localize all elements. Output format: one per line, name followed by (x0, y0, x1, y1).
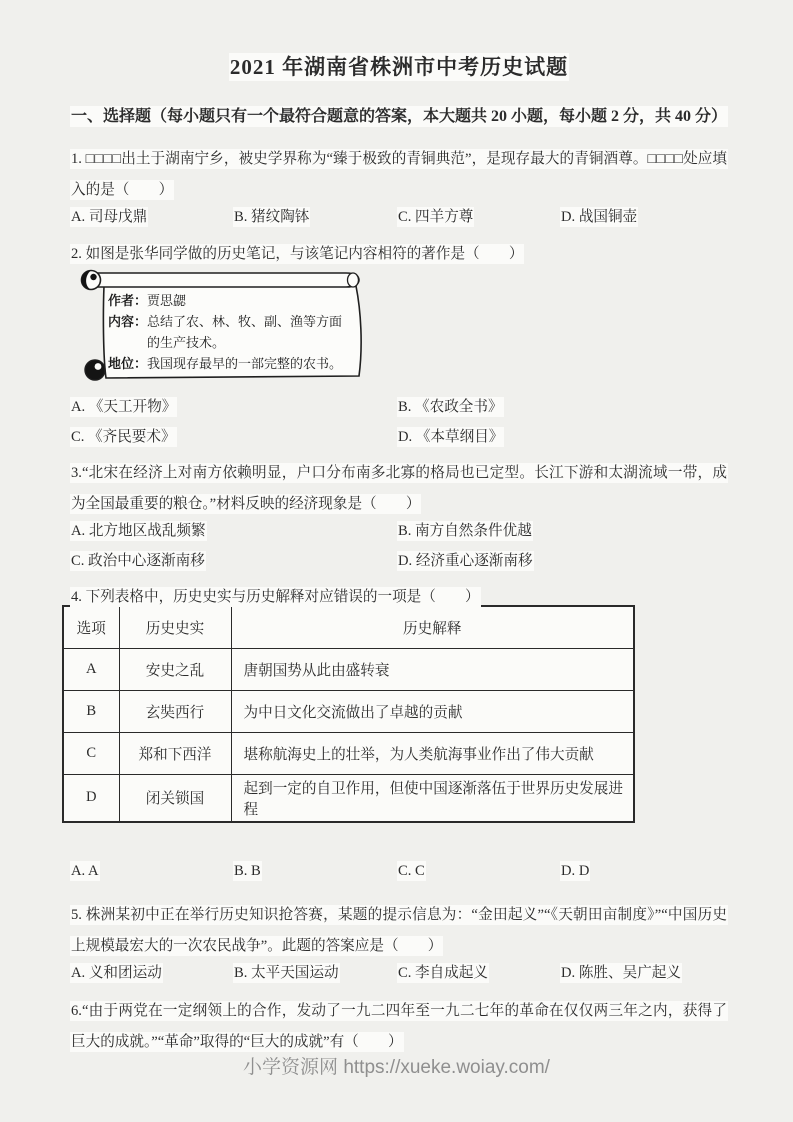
footer-watermark: 小学资源网 https://xueke.woiay.com/ (243, 1057, 550, 1078)
table-row (63, 648, 634, 690)
table-cell: 起到一定的自卫作用，但使中国逐渐落伍于世界历史发展进程 (231, 774, 634, 822)
note-line-author: 作者：贾思勰 (108, 293, 187, 308)
option-item: C. 李自成起义 (398, 964, 488, 981)
option-item: B. 《农政全书》 (398, 399, 503, 415)
question-6 (70, 996, 728, 1058)
option-item: A. 司母戊鼎 (71, 209, 148, 225)
table-header-cell: 历史史实 (119, 606, 231, 648)
option-item: C. 政治中心逐渐南移 (71, 553, 205, 569)
table-cell: 玄奘西行 (119, 690, 231, 732)
question-2-options-row-2 (70, 428, 728, 446)
table-row (63, 690, 634, 732)
page-title (70, 52, 728, 82)
table-header-cell: 历史解释 (231, 606, 634, 648)
table-row (63, 774, 634, 822)
table-header-cell: 选项 (63, 606, 119, 648)
option-item: B. 太平天国运动 (234, 964, 339, 981)
page-title-text: 2021 年湖南省株洲市中考历史试题 (229, 55, 569, 79)
section-heading (70, 106, 728, 128)
note-text-block (108, 290, 358, 374)
table-cell: 闭关锁国 (119, 774, 231, 822)
question-4-text: 4. 下列表格中，历史史实与历史解释对应错误的一项是（ ） (71, 589, 480, 605)
note-line-content: 内容：总结了农、林、牧、副、渔等方面 (108, 314, 343, 329)
table-row (63, 732, 634, 774)
table-cell: A (63, 648, 119, 690)
question-5-options (70, 964, 728, 982)
option-item: D. 《本草纲目》 (398, 429, 504, 445)
table-cell: B (63, 690, 119, 732)
table-cell: 唐朝国势从此由盛转衰 (231, 648, 634, 690)
note-line-status: 地位：我国现存最早的一部完整的农书。 (108, 356, 343, 371)
question-6-text: 6.“由于两党在一定纲领上的合作，发动了一九二四年至一九二七年的革命在仅仅两三年之内，获得了巨大的成就。”“革命”取得的“巨大的成就”有（ ） (71, 1002, 727, 1050)
question-2 (70, 239, 728, 446)
option-item: D. 经济重心逐渐南移 (398, 553, 533, 569)
question-1-text: 1. □□□□出土于湖南宁乡，被史学界称为“臻于极致的青铜典范”，是现存最大的青铜酒尊。□□□□处应填入的是（ ） (71, 151, 727, 198)
question-1 (70, 144, 728, 226)
question-2-note-figure (66, 266, 368, 390)
option-item: C. 《齐民要术》 (71, 429, 176, 445)
table-cell: 安史之乱 (119, 648, 231, 690)
question-3-text: 3.“北宋在经济上对南方依赖明显，户口分布南多北寡的格局也已定型。长江下游和太湖流域一带，成为全国最重要的粮仓。”材料反映的经济现象是（ ） (71, 465, 727, 512)
table-cell: 堪称航海史上的壮举，为人类航海事业作出了伟大贡献 (231, 732, 634, 774)
question-4-table (62, 605, 635, 823)
question-2-text: 2. 如图是张华同学做的历史笔记，与该笔记内容相符的著作是（ ） (71, 246, 524, 262)
question-4 (70, 582, 728, 880)
question-5-text: 5. 株洲某初中正在举行历史知识抢答赛，某题的提示信息为：“金田起义”“《天朝田亩制度》”“中国历史上规模最宏大的一次农民战争”。此题的答案应是（ ） (71, 906, 727, 954)
option-item: D. D (561, 862, 590, 879)
section-heading-text: 一、选择题（每小题只有一个最符合题意的答案，本大题共 20 小题，每小题 2 分，共 40 分） (71, 108, 728, 125)
question-5 (70, 900, 728, 982)
option-item: D. 战国铜壶 (561, 209, 638, 225)
table-cell: 郑和下西洋 (119, 732, 231, 774)
option-item: A. 《天工开物》 (71, 399, 177, 415)
option-item: C. C (398, 862, 425, 879)
option-item: B. 猪纹陶钵 (234, 209, 310, 225)
option-item: D. 陈胜、吴广起义 (561, 964, 681, 981)
option-item: B. B (234, 862, 261, 879)
table-cell: C (63, 732, 119, 774)
question-3 (70, 458, 728, 570)
question-3-options-row-2 (70, 552, 728, 570)
note-line-content-2: 的生产技术。 (147, 335, 226, 350)
option-item: A. A (71, 862, 99, 879)
question-2-options-row-1 (70, 398, 728, 416)
table-cell: D (63, 774, 119, 822)
option-item: A. 北方地区战乱频繁 (71, 523, 206, 539)
option-item: B. 南方自然条件优越 (398, 523, 532, 539)
option-item: A. 义和团运动 (71, 964, 162, 981)
table-cell: 为中日文化交流做出了卓越的贡献 (231, 690, 634, 732)
option-item: C. 四羊方尊 (398, 209, 474, 225)
question-4-options (70, 862, 728, 880)
question-3-options-row-1 (70, 522, 728, 540)
question-1-options (70, 208, 728, 226)
